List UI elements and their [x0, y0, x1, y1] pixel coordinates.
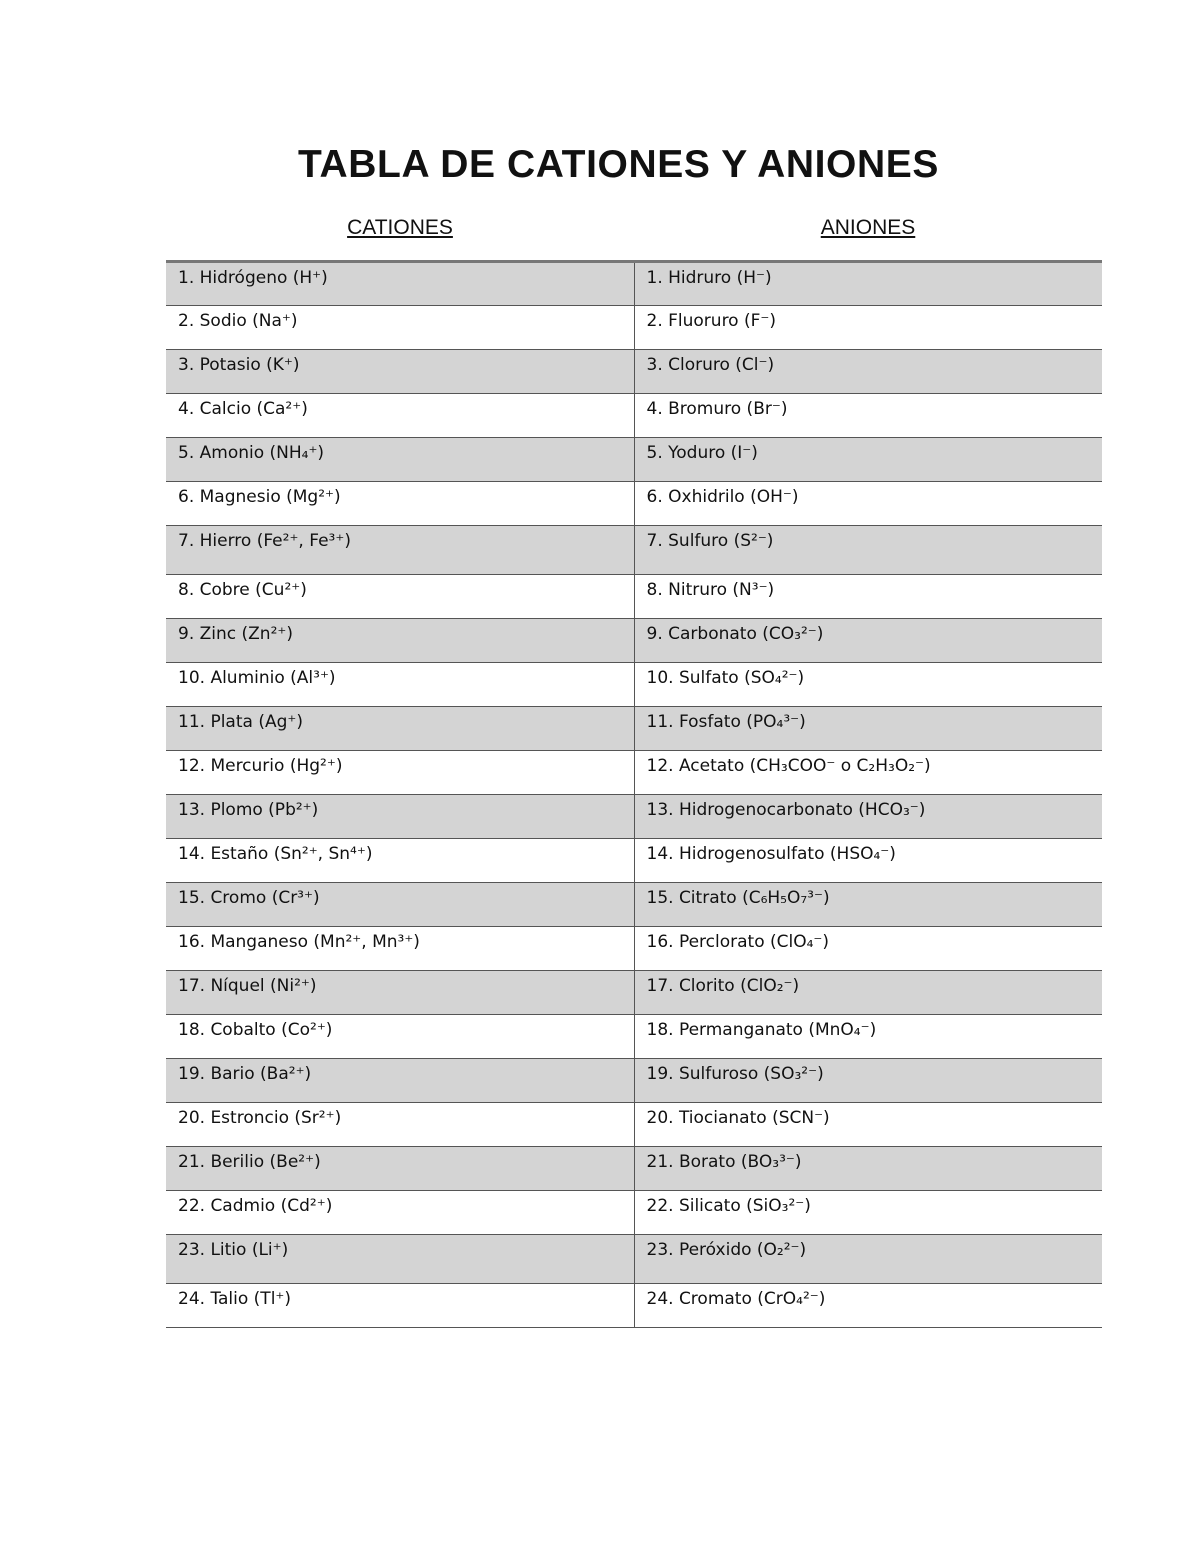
anion-cell: 12. Acetato (CH₃COO⁻ o C₂H₃O₂⁻) — [634, 751, 1102, 795]
table-row — [166, 1147, 1102, 1191]
cation-cell: 5. Amonio (NH₄⁺) — [166, 438, 634, 482]
anion-cell: 20. Tiocianato (SCN⁻) — [634, 1103, 1102, 1147]
anion-cell: 3. Cloruro (Cl⁻) — [634, 350, 1102, 394]
table-row — [166, 394, 1102, 438]
cation-cell: 17. Níquel (Ni²⁺) — [166, 971, 634, 1015]
ions-table-body — [166, 262, 1102, 1328]
table-row — [166, 1235, 1102, 1284]
anions-header: ANIONES — [820, 216, 916, 239]
anion-cell: 9. Carbonato (CO₃²⁻) — [634, 619, 1102, 663]
table-row — [166, 1191, 1102, 1235]
cation-cell: 18. Cobalto (Co²⁺) — [166, 1015, 634, 1059]
cations-header: CATIONES — [347, 216, 453, 239]
anion-cell: 4. Bromuro (Br⁻) — [634, 394, 1102, 438]
cation-cell: 2. Sodio (Na⁺) — [166, 306, 634, 350]
cation-cell: 9. Zinc (Zn²⁺) — [166, 619, 634, 663]
table-row — [166, 1015, 1102, 1059]
anion-cell: 1. Hidruro (H⁻) — [634, 262, 1102, 306]
table-row — [166, 883, 1102, 927]
anion-cell: 22. Silicato (SiO₃²⁻) — [634, 1191, 1102, 1235]
cation-cell: 10. Aluminio (Al³⁺) — [166, 663, 634, 707]
cation-cell: 4. Calcio (Ca²⁺) — [166, 394, 634, 438]
table-row — [166, 1284, 1102, 1328]
table-row — [166, 262, 1102, 306]
cation-cell: 14. Estaño (Sn²⁺, Sn⁴⁺) — [166, 839, 634, 883]
cation-cell: 22. Cadmio (Cd²⁺) — [166, 1191, 634, 1235]
ions-table — [166, 260, 1102, 1328]
table-row — [166, 438, 1102, 482]
table-row — [166, 927, 1102, 971]
cation-cell: 13. Plomo (Pb²⁺) — [166, 795, 634, 839]
table-row — [166, 751, 1102, 795]
cation-cell: 20. Estroncio (Sr²⁺) — [166, 1103, 634, 1147]
table-row — [166, 526, 1102, 575]
table-row — [166, 350, 1102, 394]
anion-cell: 19. Sulfuroso (SO₃²⁻) — [634, 1059, 1102, 1103]
anion-cell: 15. Citrato (C₆H₅O₇³⁻) — [634, 883, 1102, 927]
table-row — [166, 707, 1102, 751]
table-row — [166, 1059, 1102, 1103]
anion-cell: 8. Nitruro (N³⁻) — [634, 575, 1102, 619]
cation-cell: 7. Hierro (Fe²⁺, Fe³⁺) — [166, 526, 634, 575]
anion-cell: 11. Fosfato (PO₄³⁻) — [634, 707, 1102, 751]
anion-cell: 16. Perclorato (ClO₄⁻) — [634, 927, 1102, 971]
anion-cell: 2. Fluoruro (F⁻) — [634, 306, 1102, 350]
cation-cell: 19. Bario (Ba²⁺) — [166, 1059, 634, 1103]
page-title: TABLA DE CATIONES Y ANIONES — [298, 143, 939, 186]
table-row — [166, 575, 1102, 619]
cation-cell: 8. Cobre (Cu²⁺) — [166, 575, 634, 619]
table-row — [166, 839, 1102, 883]
cation-cell: 21. Berilio (Be²⁺) — [166, 1147, 634, 1191]
cation-cell: 16. Manganeso (Mn²⁺, Mn³⁺) — [166, 927, 634, 971]
cation-cell: 12. Mercurio (Hg²⁺) — [166, 751, 634, 795]
cation-cell: 23. Litio (Li⁺) — [166, 1235, 634, 1284]
anion-cell: 21. Borato (BO₃³⁻) — [634, 1147, 1102, 1191]
table-row — [166, 619, 1102, 663]
table-row — [166, 1103, 1102, 1147]
anion-cell: 17. Clorito (ClO₂⁻) — [634, 971, 1102, 1015]
cation-cell: 15. Cromo (Cr³⁺) — [166, 883, 634, 927]
anion-cell: 18. Permanganato (MnO₄⁻) — [634, 1015, 1102, 1059]
table-row — [166, 306, 1102, 350]
cation-cell: 24. Talio (Tl⁺) — [166, 1284, 634, 1328]
anion-cell: 7. Sulfuro (S²⁻) — [634, 526, 1102, 575]
table-row — [166, 482, 1102, 526]
anion-cell: 6. Oxhidrilo (OH⁻) — [634, 482, 1102, 526]
cation-cell: 3. Potasio (K⁺) — [166, 350, 634, 394]
anion-cell: 24. Cromato (CrO₄²⁻) — [634, 1284, 1102, 1328]
cation-cell: 6. Magnesio (Mg²⁺) — [166, 482, 634, 526]
table-row — [166, 663, 1102, 707]
table-row — [166, 795, 1102, 839]
anion-cell: 5. Yoduro (I⁻) — [634, 438, 1102, 482]
anion-cell: 13. Hidrogenocarbonato (HCO₃⁻) — [634, 795, 1102, 839]
cation-cell: 1. Hidrógeno (H⁺) — [166, 262, 634, 306]
anion-cell: 23. Peróxido (O₂²⁻) — [634, 1235, 1102, 1284]
cation-cell: 11. Plata (Ag⁺) — [166, 707, 634, 751]
anion-cell: 14. Hidrogenosulfato (HSO₄⁻) — [634, 839, 1102, 883]
anion-cell: 10. Sulfato (SO₄²⁻) — [634, 663, 1102, 707]
table-row — [166, 971, 1102, 1015]
